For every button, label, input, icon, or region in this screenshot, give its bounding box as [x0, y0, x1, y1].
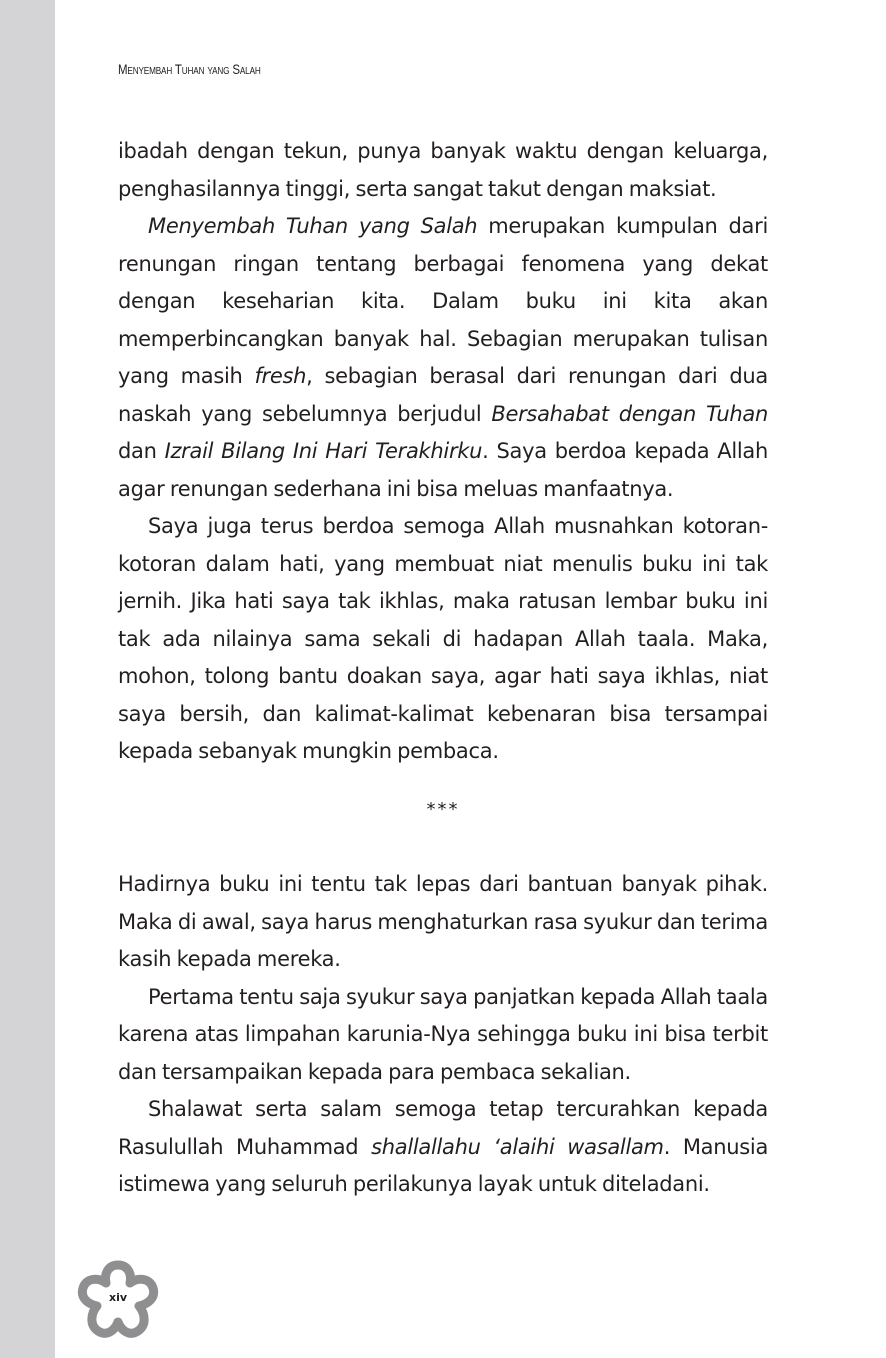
text-run: dan — [118, 439, 165, 463]
italic-run: Menyembah Tuhan yang Salah — [148, 214, 478, 238]
body-text — [118, 133, 768, 1204]
paragraph — [118, 866, 768, 979]
text-run: Hadirnya buku ini tentu tak lepas dari bantuan banyak pihak. Maka di awal, saya harus menghaturkan rasa syukur dan terima kasih kepada mereka. — [118, 872, 768, 971]
text-run: Saya juga terus berdoa semoga Allah musnahkan kotoran-kotoran dalam hati, yang membuat niat menulis buku ini tak jernih. Jika hati saya tak ikhlas, maka ratusan lembar buku ini tak ada nilainya sama sekali di hadapan Allah taala. Maka, mohon, tolong bantu doakan saya, agar hati saya ikhlas, niat saya bersih, dan kalimat-kalimat kebenaran bisa tersampai kepada sebanyak mungkin pembaca. — [118, 514, 768, 763]
italic-run: shallallahu ‘alaihi wasallam — [371, 1134, 664, 1159]
text-run: , sebagian berasal dari renungan dari dua naskah yang sebelumnya berjudul — [118, 364, 768, 426]
text-run: merupakan kumpulan dari renungan ringan tentang berbagai fenomena yang dekat dengan keseharian kita. Dalam buku ini kita akan memperbincangkan banyak hal. Sebagian merupakan tulisan yang masih — [118, 214, 768, 388]
paragraph — [118, 208, 768, 508]
italic-run: Bersahabat dengan Tuhan — [491, 401, 768, 426]
side-strip — [0, 0, 55, 1358]
paragraph — [118, 979, 768, 1092]
page-folio — [75, 1258, 161, 1340]
italic-run: Izrail Bilang Ini Hari Terakhirku — [164, 439, 483, 463]
text-run: . Saya berdoa kepada Allah agar renungan sederhana ini bisa meluas manfaatnya. — [118, 439, 769, 501]
paragraph — [118, 508, 768, 771]
text-run: Pertama tentu saja syukur saya panjatkan kepada Allah taala karena atas limpahan karunia-Nya sehingga buku ini bisa terbit dan tersampaikan kepada para pembaca sekalian. — [118, 984, 768, 1084]
running-head: Menyembah Tuhan yang Salah — [118, 61, 261, 77]
page-number: xiv — [108, 1291, 128, 1304]
paragraph — [118, 133, 768, 208]
italic-run: fresh — [254, 364, 307, 388]
text-run: Shalawat serta salam semoga tetap tercurahkan kepada Rasulullah Muhammad — [118, 1097, 768, 1159]
section-separator: *** — [426, 798, 460, 820]
paragraph — [118, 1091, 768, 1204]
text-run: ibadah dengan tekun, punya banyak waktu dengan keluarga, penghasilannya tinggi, serta sangat takut dengan maksiat. — [118, 139, 768, 201]
text-run: . Manusia istimewa yang seluruh perilakunya layak untuk diteladani. — [118, 1134, 769, 1196]
